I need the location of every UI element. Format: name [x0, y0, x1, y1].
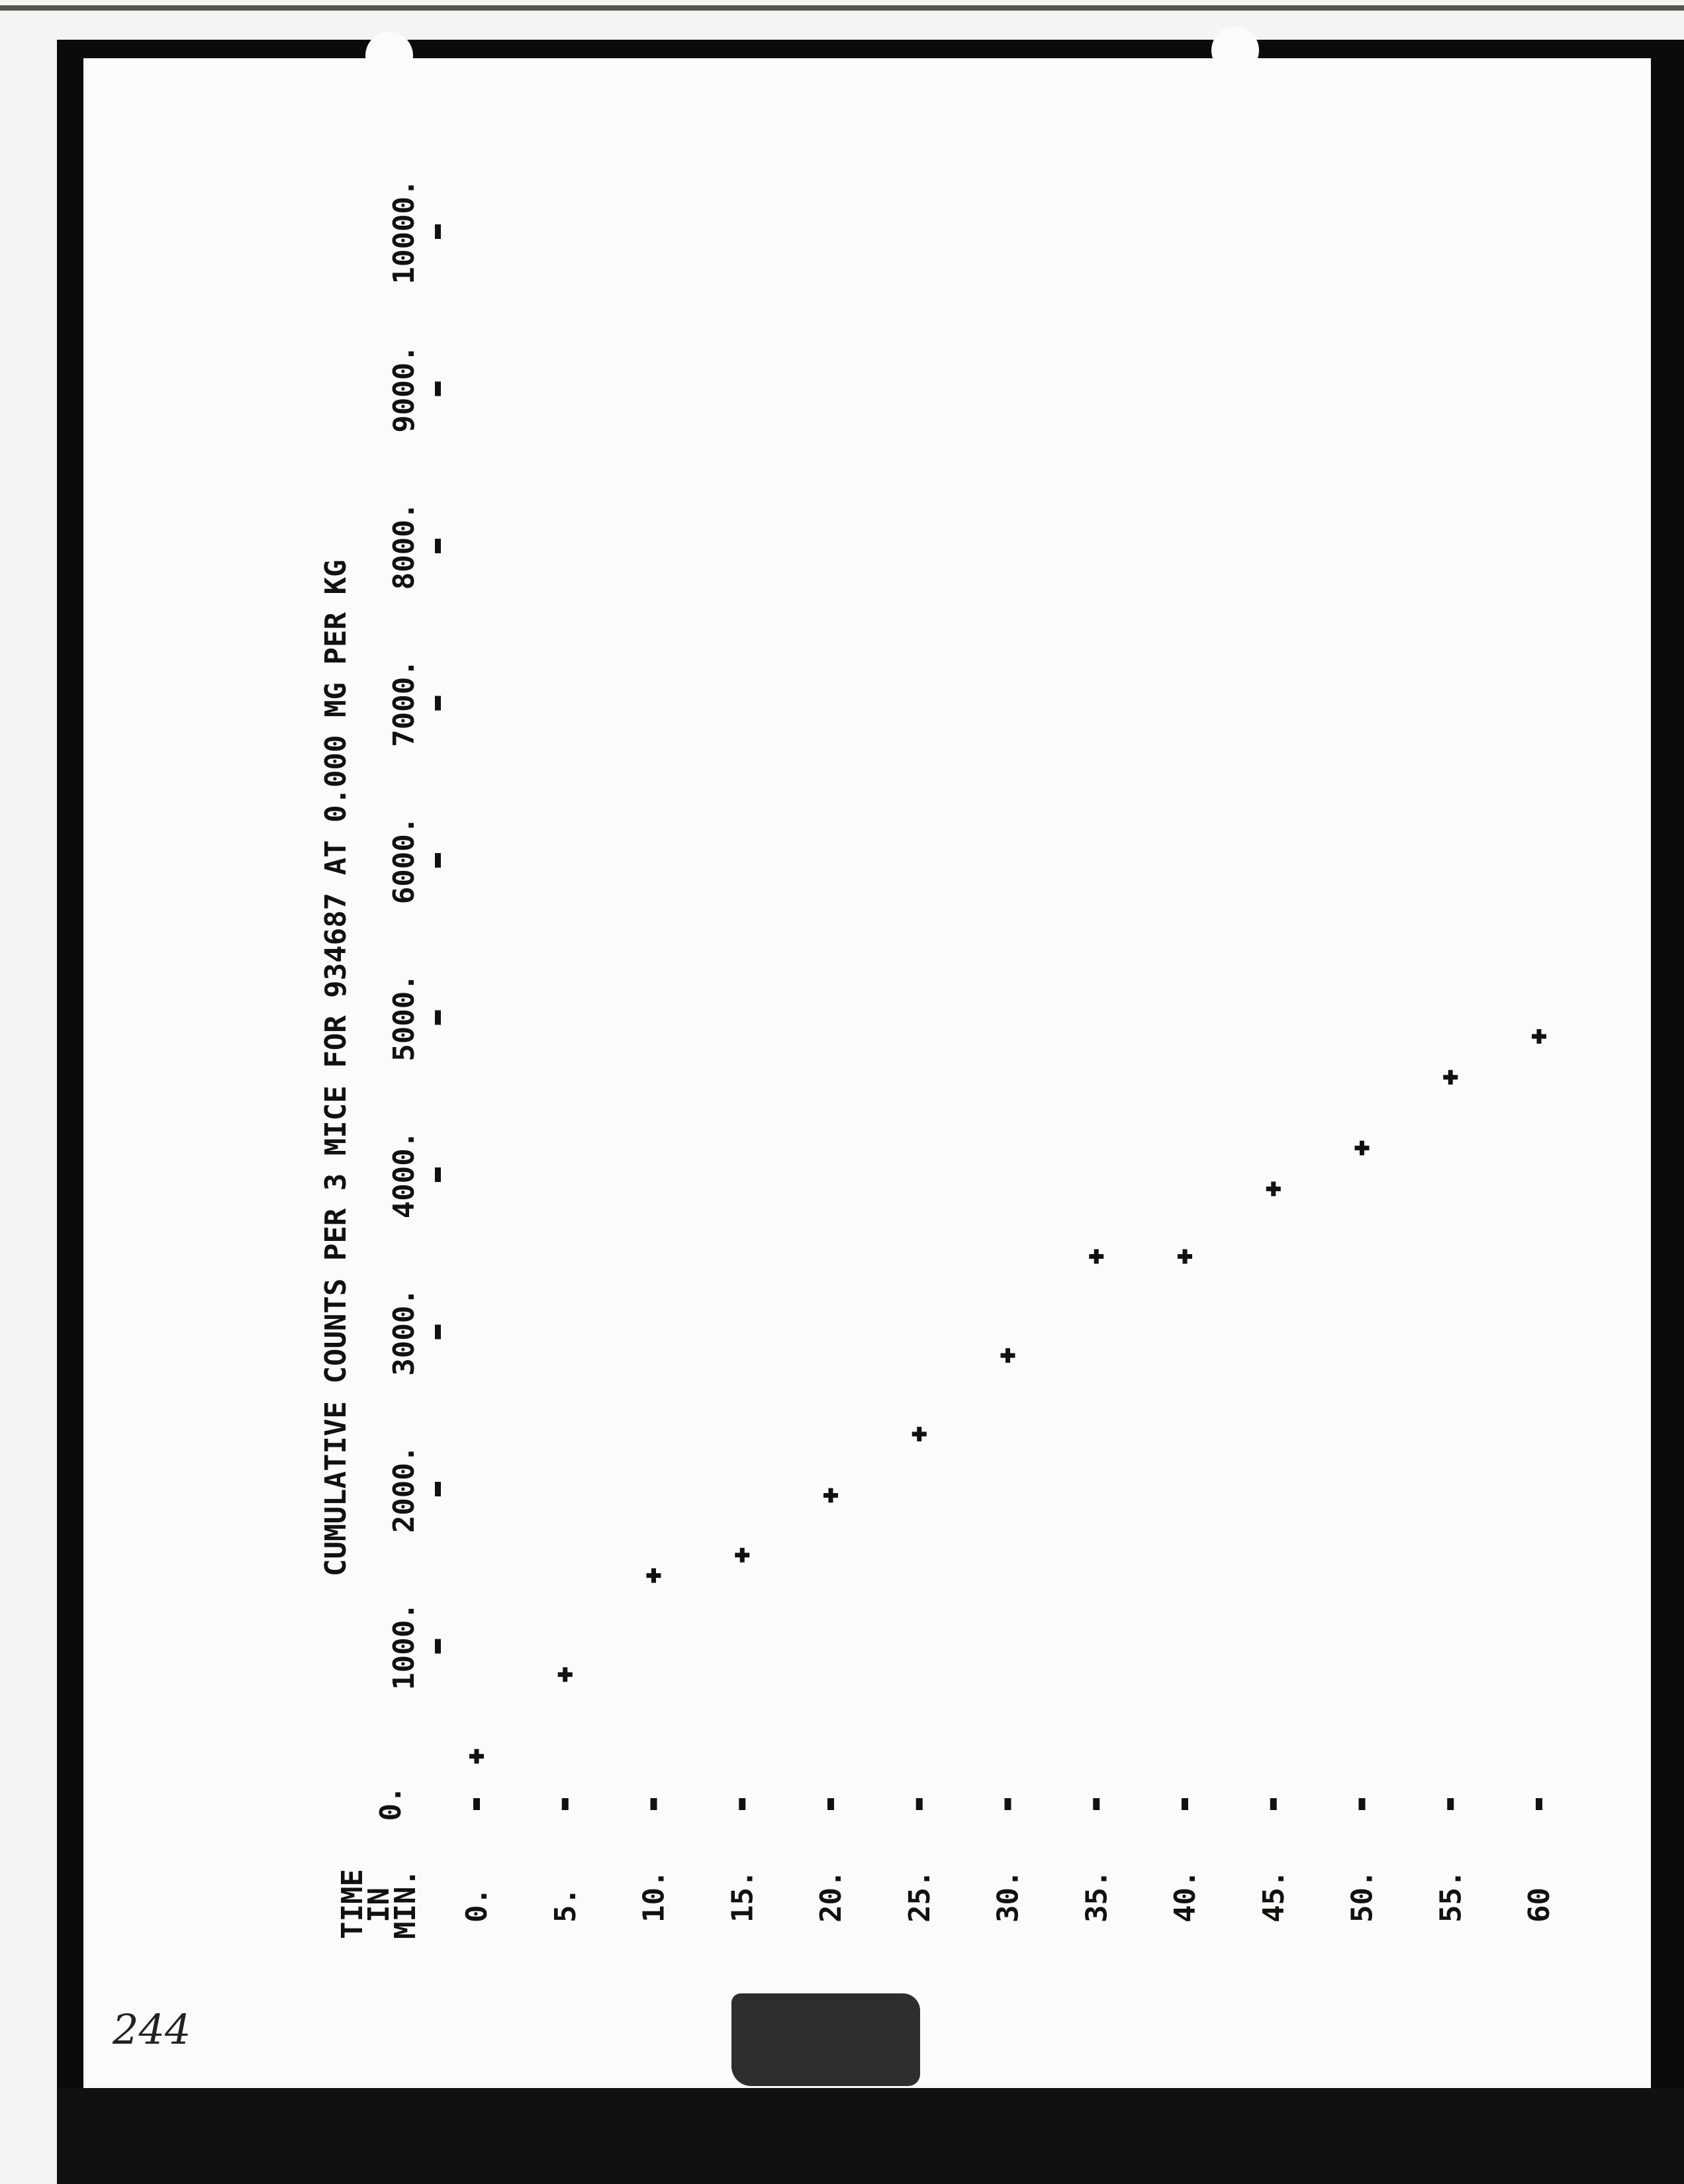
- y-tick-label: 0.: [374, 1786, 408, 1821]
- x-tick-label: 55.: [1434, 1870, 1468, 1923]
- y-tick-label: 7000.: [387, 659, 421, 747]
- y-axis-tick: [435, 539, 441, 553]
- x-axis-tick: [1182, 1798, 1188, 1810]
- y-axis-tick: [435, 1011, 441, 1025]
- x-axis-label-line1: TIME: [336, 1869, 369, 1939]
- x-axis-tick: [916, 1798, 923, 1810]
- y-tick-label: 9000.: [387, 345, 421, 433]
- x-axis-tick: [1536, 1798, 1542, 1810]
- data-point-marker: [1355, 1141, 1370, 1156]
- x-tick-label: 0.: [460, 1888, 494, 1923]
- data-point-marker: [1443, 1070, 1458, 1085]
- x-tick-label: 30.: [991, 1870, 1025, 1923]
- page-number: 244: [113, 2005, 191, 2054]
- y-axis-tick: [435, 382, 441, 396]
- y-axis-tick: [435, 696, 441, 711]
- x-axis-tick: [473, 1798, 480, 1810]
- x-axis-label-line3: MIN.: [389, 1869, 422, 1939]
- y-tick-label: 6000.: [387, 816, 421, 905]
- y-axis-tick: [435, 853, 441, 868]
- x-tick-label: 60: [1522, 1888, 1556, 1923]
- y-tick-label: 8000.: [387, 502, 421, 590]
- x-tick-label: 50.: [1345, 1870, 1380, 1923]
- x-tick-label: 40.: [1168, 1870, 1202, 1923]
- data-point-marker: [823, 1488, 838, 1503]
- y-tick-label: 1000.: [387, 1602, 421, 1690]
- x-axis-tick: [651, 1798, 657, 1810]
- x-axis-tick: [1359, 1798, 1366, 1810]
- x-axis-tick: [1270, 1798, 1277, 1810]
- y-axis-tick: [435, 224, 441, 239]
- x-axis-tick: [562, 1798, 569, 1810]
- x-axis-tick: [1447, 1798, 1454, 1810]
- y-tick-label: 2000.: [387, 1445, 421, 1533]
- data-point-marker: [1001, 1348, 1015, 1363]
- y-axis-tick: [435, 1639, 441, 1654]
- x-tick-label: 10.: [637, 1870, 671, 1923]
- y-tick-label: 10000.: [387, 179, 421, 285]
- data-point-marker: [1532, 1029, 1546, 1044]
- x-tick-label: 15.: [725, 1870, 760, 1923]
- data-point-marker: [1178, 1250, 1192, 1264]
- y-axis-tick: [435, 1167, 441, 1182]
- x-tick-label: 20.: [814, 1870, 848, 1923]
- data-point-marker: [469, 1749, 484, 1764]
- x-axis-label-line2: IN: [362, 1888, 396, 1923]
- chart-title: CUMULATIVE COUNTS PER 3 MICE FOR 934687 AT 0.000 MG PER KG: [319, 559, 353, 1576]
- x-tick-label: 5.: [548, 1888, 583, 1923]
- y-axis-tick: [435, 1325, 441, 1340]
- data-point-marker: [912, 1427, 927, 1441]
- x-axis-tick: [1093, 1798, 1099, 1810]
- data-point-marker: [1266, 1181, 1281, 1196]
- x-tick-label: 25.: [902, 1870, 937, 1923]
- y-axis-tick: [435, 1482, 441, 1496]
- x-axis-tick: [1005, 1798, 1011, 1810]
- x-tick-label: 35.: [1080, 1870, 1114, 1923]
- data-point-marker: [558, 1667, 573, 1682]
- x-tick-label: 45.: [1256, 1870, 1291, 1923]
- data-point-marker: [647, 1569, 661, 1583]
- y-tick-label: 5000.: [387, 974, 421, 1062]
- data-point-marker: [1089, 1250, 1103, 1264]
- y-tick-label: 4000.: [387, 1130, 421, 1219]
- x-axis-tick: [739, 1798, 745, 1810]
- x-axis-tick: [827, 1798, 834, 1810]
- data-point-marker: [735, 1548, 749, 1563]
- y-tick-label: 3000.: [387, 1288, 421, 1376]
